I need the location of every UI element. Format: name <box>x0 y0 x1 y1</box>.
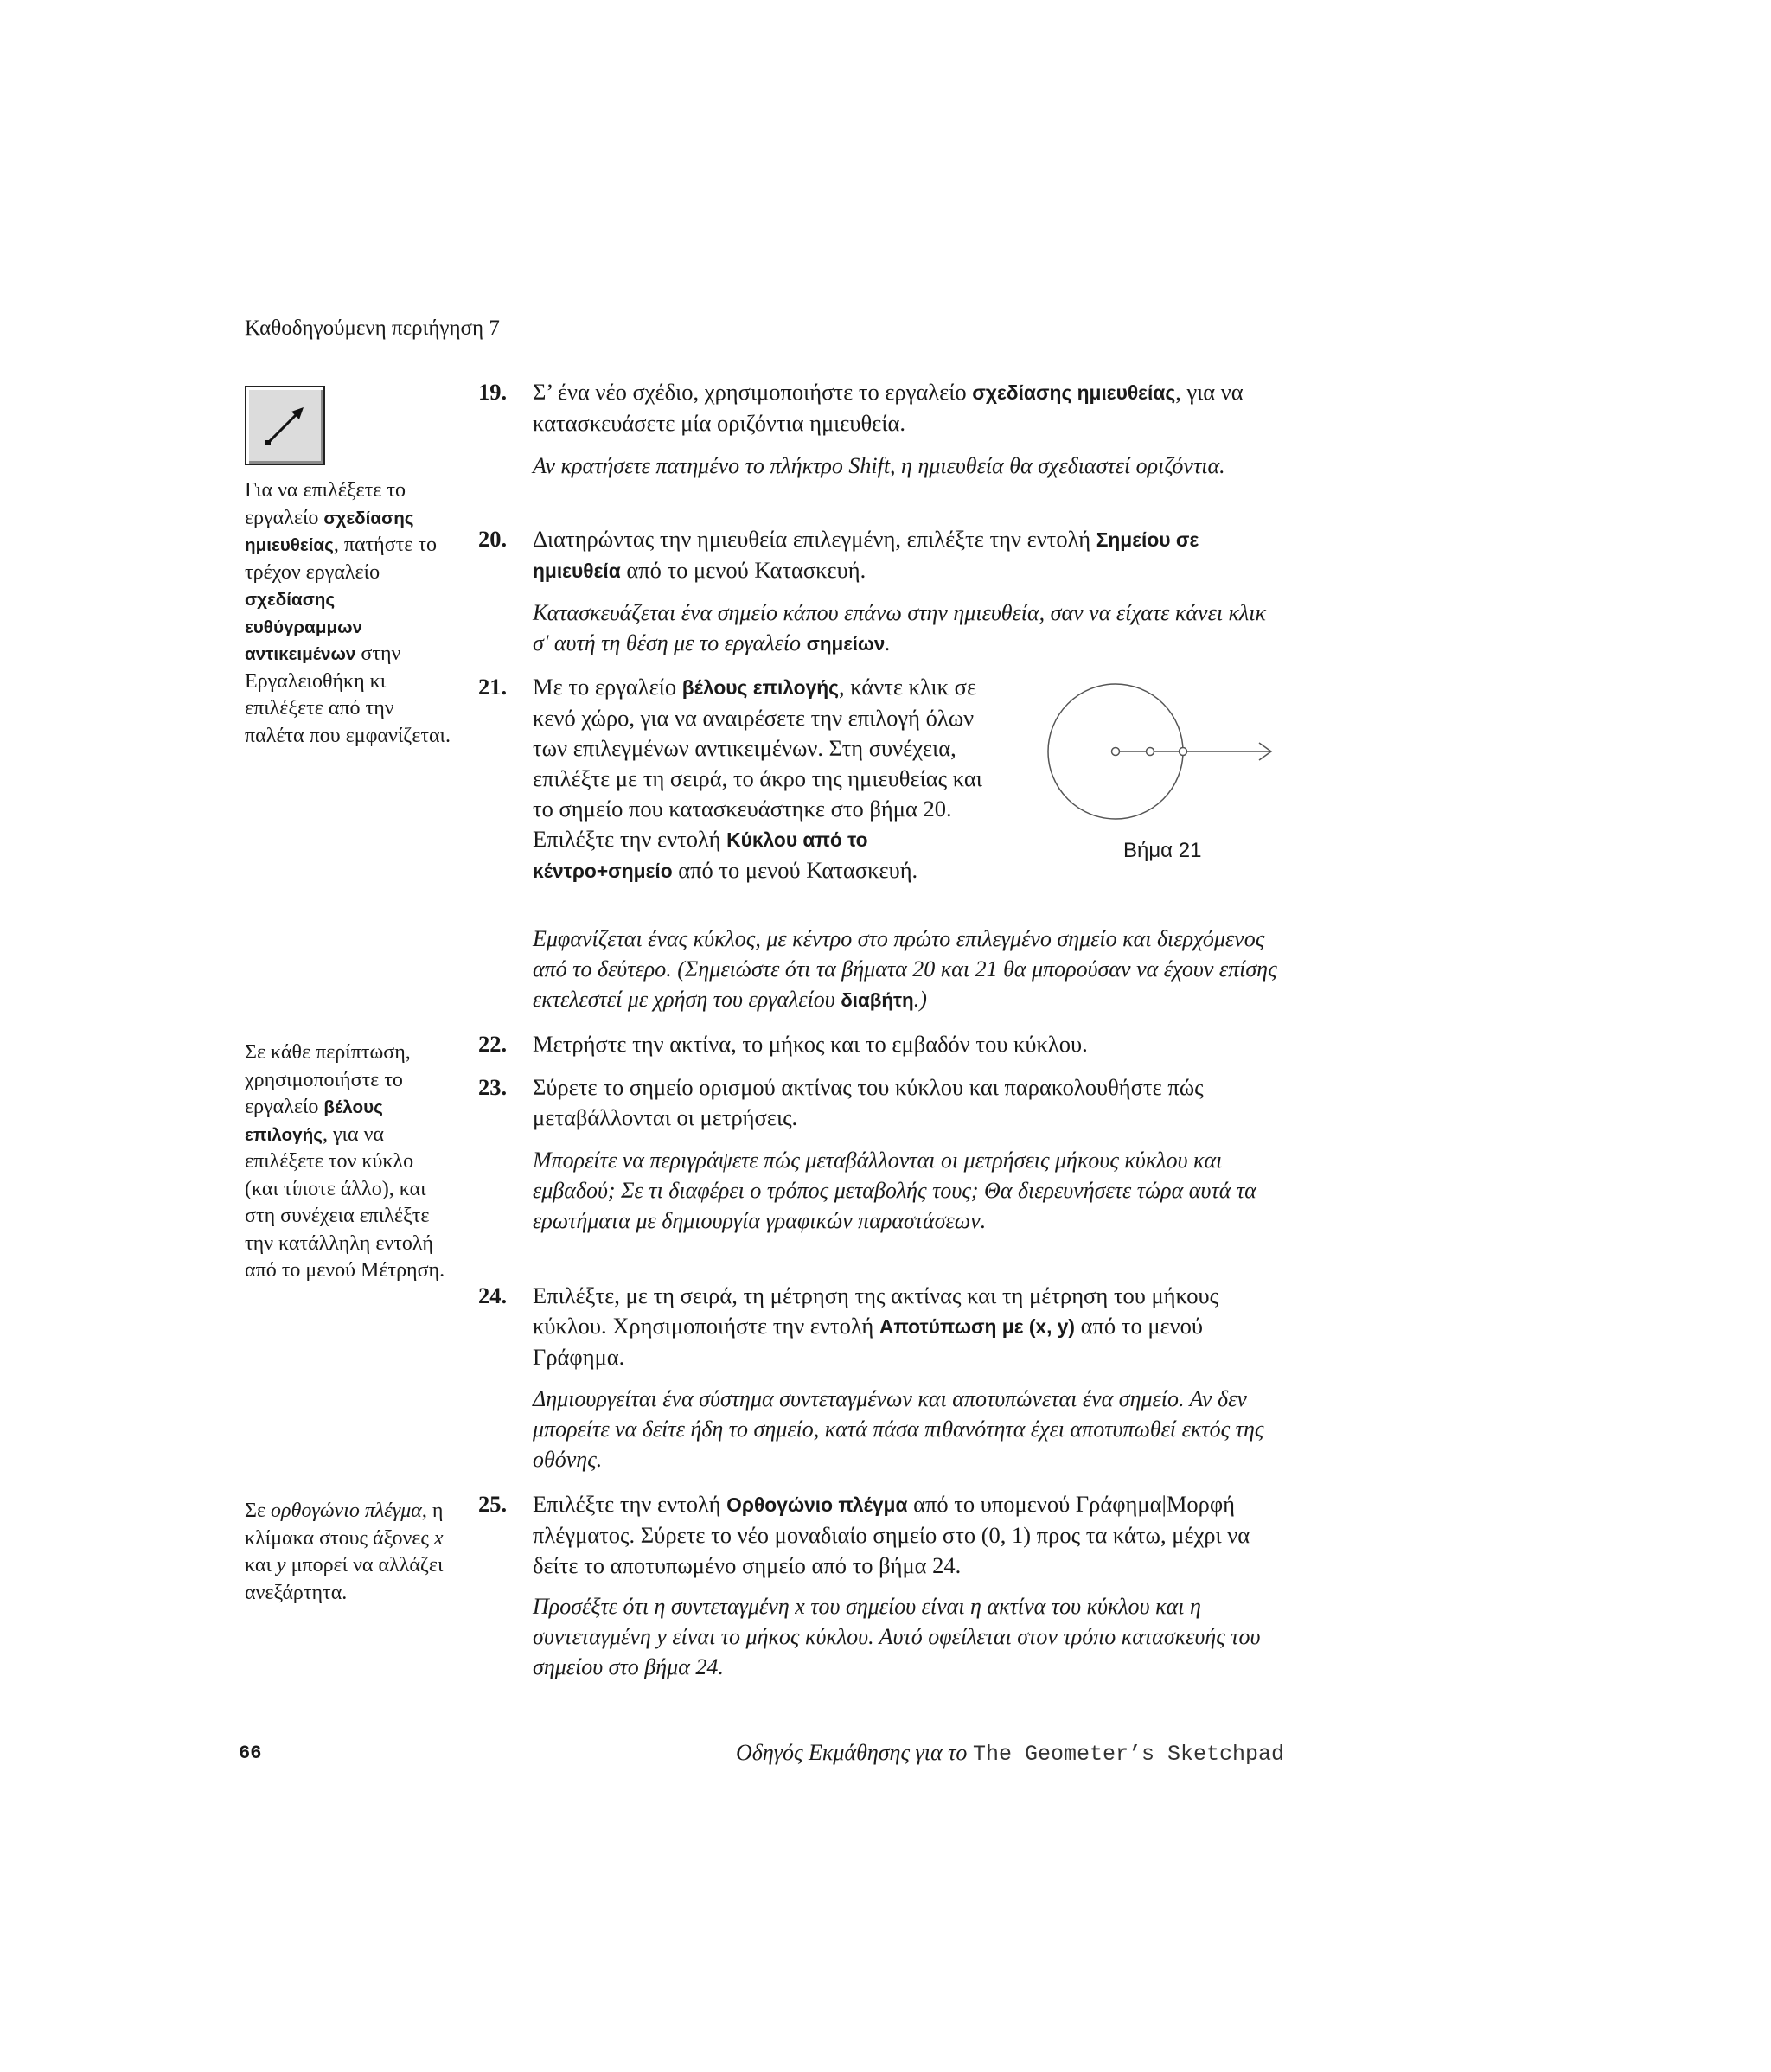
ray-tool-icon <box>245 386 325 465</box>
step-24-note: Δημιουργείται ένα σύστημα συντεταγμένων και αποτυπώνεται ένα σημείο. Αν δεν μπορείτε να δείτε ήδη το σημείο, κατά πάσα πιθανότητα έχει αποτυπωθεί εκτός της οθόνης. <box>533 1386 1264 1472</box>
sidebar-tip-measure <box>245 1039 448 1285</box>
step-number: 25. <box>478 1491 508 1517</box>
step-20 <box>478 524 1282 586</box>
step-number: 21. <box>478 674 508 700</box>
footer-title-product: The Geometer’s Sketchpad <box>972 1742 1284 1767</box>
step-text: Σύρετε το σημείο ορισμού ακτίνας του κύκλου και παρακολουθήστε πώς μεταβάλλονται οι μετρήσεις. <box>533 1074 1204 1130</box>
tip-text: , η κλίμακα στους άξονες <box>245 1500 444 1550</box>
step-bold-term: σχεδίασης ημιευθείας <box>972 381 1176 404</box>
step-bold-term: Αποτύπωση με (x, y) <box>879 1315 1076 1338</box>
footer-title <box>736 1740 1284 1767</box>
sidebar-tip-grid <box>245 1498 452 1607</box>
step-text: Διατηρώντας την ημιευθεία επιλεγμένη, επιλέξτε την εντολή <box>533 526 1096 552</box>
step-text: από το μενού Κατασκευή. <box>672 857 918 883</box>
step-bold-term: Σημείου σε ημιευθεία <box>533 528 1199 582</box>
step-text: , για να κατασκευάσετε μία οριζόντια ημιευθεία. <box>533 379 1244 436</box>
sidebar-tip-ray-tool <box>245 477 457 750</box>
step-number: 19. <box>478 379 508 405</box>
step-text: Μετρήστε την ακτίνα, το μήκος και το εμβαδόν του κύκλου. <box>533 1031 1088 1057</box>
step-number: 24. <box>478 1282 508 1308</box>
step-21-note <box>533 924 1285 1015</box>
step-bold-term: Κύκλου από το κέντρο+σημείο <box>533 828 868 882</box>
note-text: Εμφανίζεται ένας κύκλος, με κέντρο στο πρώτο επιλεγμένο σημείο και διερχόμενος από το δεύτερο. (Σημειώστε ότι τα βήματα 20 και 21 θα μπορούσαν να έχουν επίσης εκτελεστεί με χρήση του εργαλείου <box>533 926 1277 1012</box>
step-text: Επιλέξτε, με τη σειρά, τη μέτρηση της ακτίνας και τη μέτρηση του μήκους κύκλου. Χρησιμοποιήστε την εντολή <box>533 1282 1219 1339</box>
step-number: 20. <box>478 526 508 552</box>
step-text: , κάντε κλικ σε κενό χώρο, για να αναιρέσετε την επιλογή όλων των επιλεγμένων αντικειμένων. Στη συνέχεια, επιλέξτε με τη σειρά, το άκρο της ημιευθείας και το σημείο που κατασκευάστηκε στο βήμα 20. Επιλέξτε την εντολή <box>533 674 982 852</box>
tip-bold-term: βέλους επιλογής <box>245 1097 383 1145</box>
note-text: Κατασκευάζεται ένα σημείο κάπου επάνω στην ημιευθεία, σαν να είχατε κάνει κλικ σ' αυτή τη θέση με το εργαλείο <box>533 600 1266 655</box>
step-text: Με το εργαλείο <box>533 674 682 700</box>
step-24 <box>478 1281 1282 1372</box>
step-23 <box>478 1072 1282 1133</box>
step-21 <box>478 672 997 886</box>
step-number: 22. <box>478 1031 508 1057</box>
tip-text: και <box>245 1554 277 1576</box>
note-text: . <box>885 630 891 655</box>
point-on-ray <box>1147 748 1154 756</box>
page-number: 66 <box>239 1743 262 1764</box>
tip-italic-var: x <box>433 1526 444 1550</box>
step-25-note: Προσέξτε ότι η συντεταγμένη x του σημείου είναι η ακτίνα του κύκλου και η συντεταγμένη y είναι το μήκος κύκλου. Αυτό οφείλεται στον τρόπο κατασκευής του σημείου στο βήμα 24. <box>533 1594 1261 1679</box>
figure-caption: Βήμα 21 <box>1123 839 1202 862</box>
step-number: 23. <box>478 1074 508 1100</box>
tip-text: Για να επιλέξετε το εργαλείο <box>245 479 406 529</box>
tip-text: Σε κάθε περίπτωση, χρησιμοποιήστε το εργαλείο <box>245 1041 411 1118</box>
step-text: από το μενού Γράφημα. <box>533 1313 1204 1370</box>
center-point <box>1112 748 1120 756</box>
step-20-note <box>533 598 1285 659</box>
tip-text: Σε <box>245 1500 272 1522</box>
footer-title-prefix: Οδηγός Εκμάθησης για το <box>735 1740 973 1765</box>
step-text: Επιλέξτε την εντολή <box>533 1491 727 1517</box>
step-19 <box>478 377 1282 438</box>
note-bold-term: διαβήτη <box>841 989 914 1011</box>
step-text: από το μενού Κατασκευή. <box>620 557 866 583</box>
tip-text: , για να επιλέξετε τον κύκλο (και τίποτε άλλο), και στη συνέχεια επιλέξτε την κατάλληλη εντολή από το μενού Μέτρηση. <box>245 1122 445 1282</box>
step-text: Σ’ ένα νέο σχέδιο, χρησιμοποιήστε το εργαλείο <box>533 379 973 405</box>
step-23-note: Μπορείτε να περιγράψετε πώς μεταβάλλονται οι μετρήσεις μήκους κύκλου και εμβαδού; Σε τι διαφέρει ο τρόπος μεταβολής τους; Θα διερευνήσετε τώρα αυτά τα ερωτήματα με δημιουργία γραφικών παραστάσεων. <box>533 1148 1256 1233</box>
step-19-note: Αν κρατήσετε πατημένο το πλήκτρο Shift, η ημιευθεία θα σχεδιαστεί οριζόντια. <box>533 453 1225 478</box>
step-bold-term: βέλους επιλογής <box>681 676 840 699</box>
tip-bold-term: σχεδίασης ημιευθείας <box>245 508 414 555</box>
step-bold-term: Ορθογώνιο πλέγμα <box>726 1493 908 1516</box>
tip-text: , πατήστε το τρέχον εργαλείο <box>245 534 438 584</box>
note-bold-term: σημείων <box>806 633 886 655</box>
tip-text: μπορεί να αλλάζει ανεξάρτητα. <box>245 1554 444 1604</box>
radius-point <box>1180 748 1187 756</box>
step-25 <box>478 1489 1282 1581</box>
tip-italic-term: ορθογώνιο πλέγμα <box>271 1500 422 1522</box>
tip-text: στην Εργαλειοθήκη κι επιλέξετε από την παλέτα που εμφανίζεται. <box>245 643 451 747</box>
step-22 <box>478 1029 1282 1059</box>
step-21-figure <box>1038 675 1297 830</box>
ray-arrow-icon <box>246 387 323 464</box>
note-text: .) <box>913 987 927 1012</box>
step-text: από το υπομενού Γράφημα|Μορφή πλέγματος. Σύρετε το νέο μοναδιαίο σημείο στο (0, 1) προς τα κάτω, μέχρι να δείτε το αποτυπωμένο σημείο από το βήμα 24. <box>533 1491 1250 1578</box>
tip-italic-var: y <box>276 1554 286 1576</box>
tip-bold-term: σχεδίασης ευθύγραμμων αντικειμένων <box>245 590 362 664</box>
running-head: Καθοδηγούμενη περιήγηση 7 <box>245 317 500 340</box>
